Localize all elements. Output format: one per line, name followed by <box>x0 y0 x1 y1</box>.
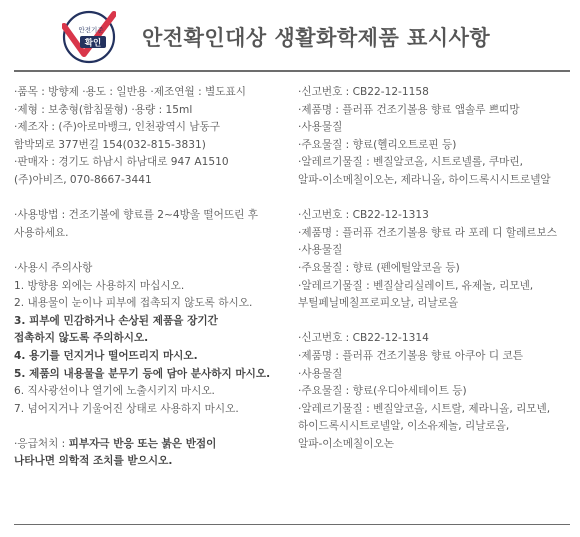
product-info-line: 함박뫼로 377번길 154(032-815-3831) <box>14 138 206 151</box>
product-3-line: ·주요물질 : 향료(우디아세테이트 등) <box>298 385 467 398</box>
product-2-line: 부틸페닐메칠프로피오날, 리날로올 <box>298 297 459 310</box>
emergency-label: ·응급처치 : <box>14 437 69 450</box>
emergency-text: 나타나면 의학적 조치를 받으시오. <box>14 455 173 468</box>
emergency-line <box>14 436 286 454</box>
product-2-line: ·신고번호 : CB22-12-1313 <box>298 209 429 222</box>
product-2-line: ·제품명 : 플러퓨 건조기볼용 향료 라 포레 디 할레르보스 <box>298 226 558 239</box>
caution-item: 3. 피부에 민감하거나 손상된 제품을 장기간 <box>14 314 218 327</box>
product-1-line: ·제품명 : 플러퓨 건조기볼용 향료 앱솔루 쁘띠망 <box>298 103 520 116</box>
product-info-line: ·제조자 : (주)아로마뱅크, 인천광역시 남동구 <box>14 121 221 134</box>
product-3-line: 하이드록시시트로넬알, 이소유제놀, 리날로올, <box>298 420 510 433</box>
caution-heading: ·사용시 주의사항 <box>14 261 93 274</box>
caution-item: 1. 방향용 외에는 사용하지 마십시오. <box>14 279 185 292</box>
page-title: 안전확인대상 생활화학제품 표시사항 <box>142 26 491 50</box>
logo-bottom-text: 확인 <box>84 38 102 49</box>
product-3-line: ·제품명 : 플러퓨 건조기볼용 향료 아쿠아 디 코튼 <box>298 349 523 362</box>
top-divider <box>14 70 570 72</box>
caution-item: 접촉하지 않도록 주의하시오. <box>14 332 149 345</box>
caution-item: 5. 제품의 내용물을 분무기 등에 담아 분사하지 마시오. <box>14 367 271 380</box>
product-3-line: ·신고번호 : CB22-12-1314 <box>298 332 429 345</box>
caution-item: 7. 넘어지거나 기울어진 상태로 사용하지 마시오. <box>14 402 239 415</box>
product-3-line: ·알레르기물질 : 벤질알코올, 시트랄, 제라니올, 리모넨, <box>298 402 551 415</box>
caution-item: 2. 내용물이 눈이나 피부에 접촉되지 않도록 하시오. <box>14 297 253 310</box>
caution-item: 6. 직사광선이나 열기에 노출시키지 마시오. <box>14 385 215 398</box>
product-2-line: ·사용물질 <box>298 244 343 257</box>
usage-line: 사용하세요. <box>14 226 69 239</box>
product-info-line: ·제형 : 보충형(함침물형) ·용량 : 15ml <box>14 103 193 116</box>
product-info-line: (주)아비즈, 070-8667-3441 <box>14 173 152 186</box>
product-3-line: ·사용물질 <box>298 367 343 380</box>
emergency-text: 피부자극 반응 또는 붉은 반점이 <box>68 437 217 450</box>
product-info-line: ·품목 : 방향제 ·용도 : 일반용 ·제조연월 : 별도표시 <box>14 86 246 98</box>
header <box>14 8 570 64</box>
usage-line: ·사용방법 : 건조기볼에 향료를 2~4방울 떨어뜨린 후 <box>14 209 258 222</box>
bottom-divider <box>14 524 570 525</box>
product-2-line: ·주요물질 : 향료 (펜에틸알코올 등) <box>298 261 460 274</box>
product-2-line: ·알레르기물질 : 벤질살리실레이트, 유제놀, 리모넨, <box>298 279 534 292</box>
product-1-line: ·주요물질 : 향료(헬리오트로핀 등) <box>298 138 457 151</box>
product-1-line: ·신고번호 : CB22-12-1158 <box>298 86 429 98</box>
product-1-line: 알파-이소메칠이오논, 제라니올, 하이드록시시트로넬알 <box>298 173 551 186</box>
product-1-line: ·알레르기물질 : 벤질알코올, 시트로넬롤, 쿠마린, <box>298 156 523 169</box>
logo-top-text: 안전기준 <box>78 26 104 34</box>
right-column <box>298 84 570 453</box>
product-1-line: ·사용물질 <box>298 121 343 134</box>
product-info-line: ·판매자 : 경기도 하남시 하남대로 947 A1510 <box>14 156 229 169</box>
product-3-line: 알파-이소메칠이오논 <box>298 437 394 450</box>
safety-check-logo-icon <box>62 10 116 64</box>
caution-item: 4. 용기를 던지거나 떨어뜨리지 마시오. <box>14 349 198 362</box>
left-column <box>14 84 286 471</box>
